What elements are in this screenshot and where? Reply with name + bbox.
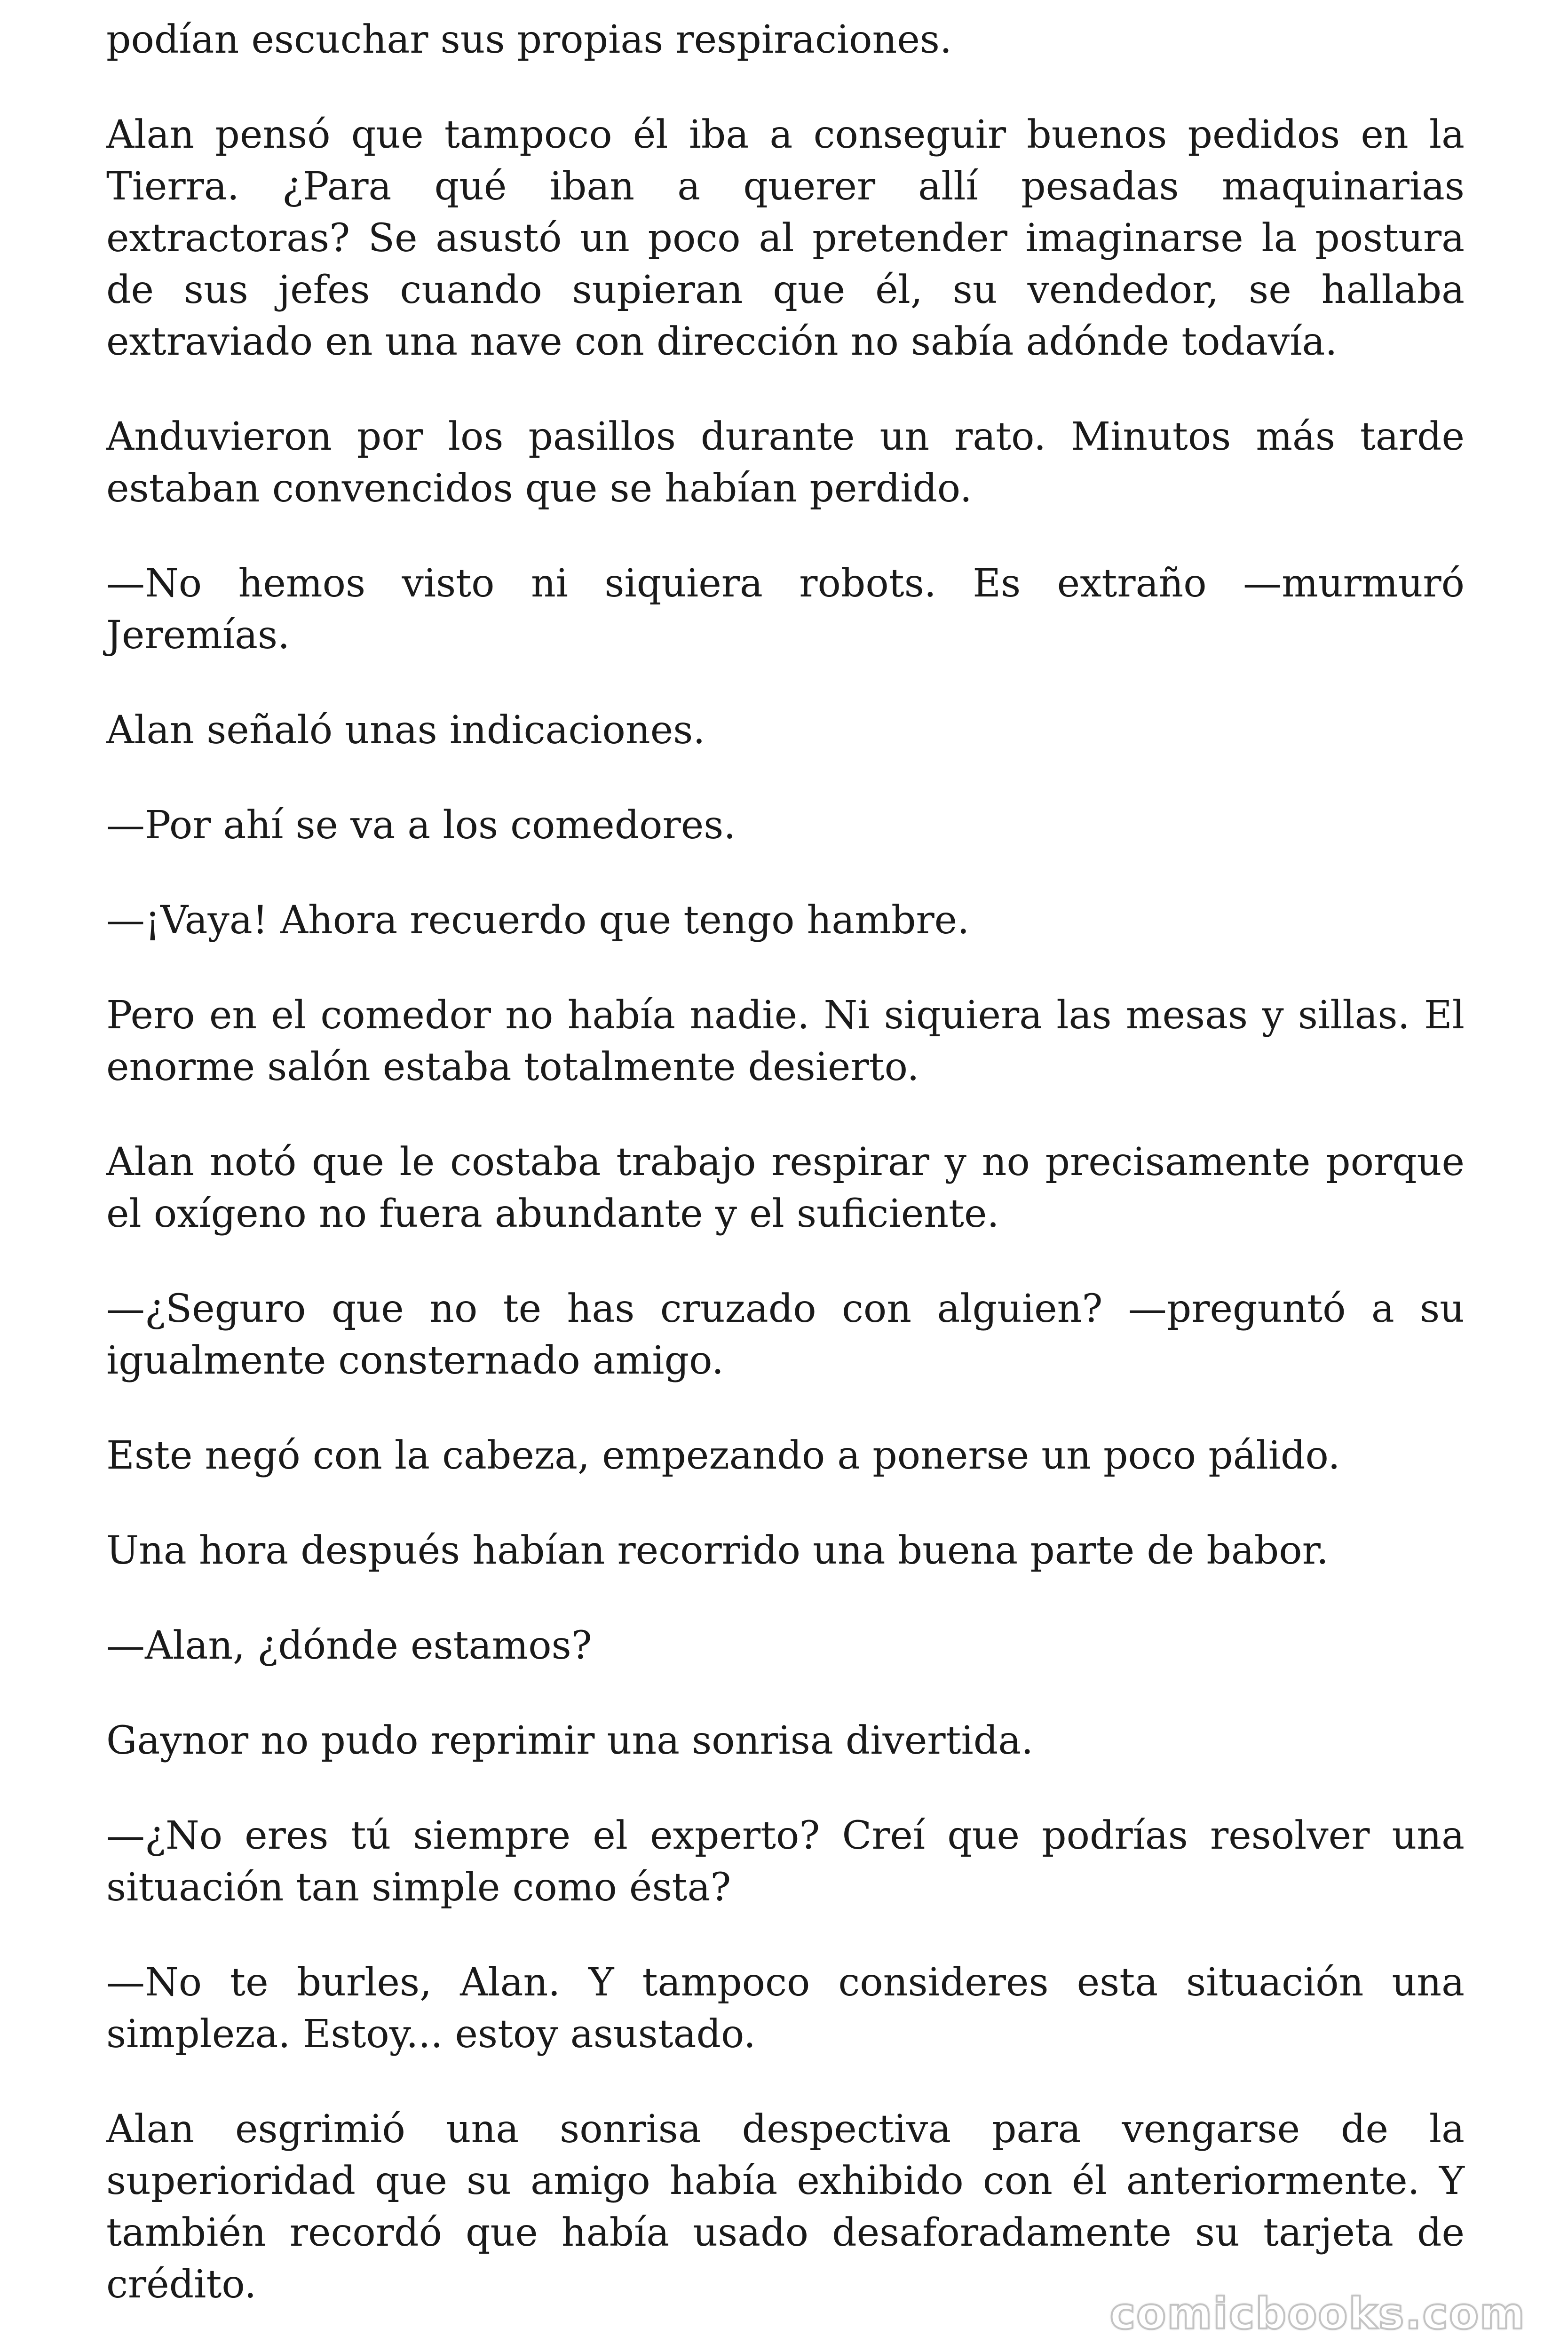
paragraph-11: Este negó con la cabeza, empezando a ponerse un poco pálido. [106,1433,1340,1478]
paragraph-14: Gaynor no pudo reprimir una sonrisa divertida. [106,1718,1034,1763]
book-page [106,14,1465,2352]
paragraph-16: —No te burles, Alan. Y tampoco consideres esta situación una simpleza. Estoy... estoy asustado. [106,1960,1465,2057]
paragraph-12: Una hora después habían recorrido una buena parte de babor. [106,1528,1329,1573]
paragraph-6: —Por ahí se va a los comedores. [106,803,736,848]
paragraph-8: Pero en el comedor no había nadie. Ni siquiera las mesas y sillas. El enorme salón estaba totalmente desierto. [106,993,1465,1089]
paragraph-5: Alan señaló unas indicaciones. [106,708,705,753]
paragraph-3: Anduvieron por los pasillos durante un rato. Minutos más tarde estaban convencidos que se habían perdido. [106,414,1465,511]
paragraph-2: Alan pensó que tampoco él iba a conseguir buenos pedidos en la Tierra. ¿Para qué iban a querer allí pesadas maquinarias extractoras? Se asustó un poco al pretender imaginarse la postura de sus jefes cuando supieran que él, su vendedor, se hallaba extraviado en una nave con dirección no sabía adónde todavía. [106,112,1465,364]
paragraph-7: —¡Vaya! Ahora recuerdo que tengo hambre. [106,898,970,943]
paragraph-17: Alan esgrimió una sonrisa despectiva para vengarse de la superioridad que su amigo había exhibido con él anteriormente. Y también recordó que había usado desaforadamente su tarjeta de crédito. [106,2107,1465,2307]
paragraph-4: —No hemos visto ni siquiera robots. Es extraño —murmuró Jeremías. [106,561,1465,658]
paragraph-9: Alan notó que le costaba trabajo respirar y no precisamente porque el oxígeno no fuera abundante y el suficiente. [106,1140,1465,1236]
paragraph-1: podían escuchar sus propias respiraciones. [106,17,952,62]
paragraph-10: —¿Seguro que no te has cruzado con alguien? —preguntó a su igualmente consternado amigo. [106,1287,1465,1383]
paragraph-15: —¿No eres tú siempre el experto? Creí que podrías resolver una situación tan simple como ésta? [106,1813,1465,1910]
paragraph-13: —Alan, ¿dónde estamos? [106,1623,592,1668]
watermark-logo: comicbooks.com [1109,2288,1526,2339]
